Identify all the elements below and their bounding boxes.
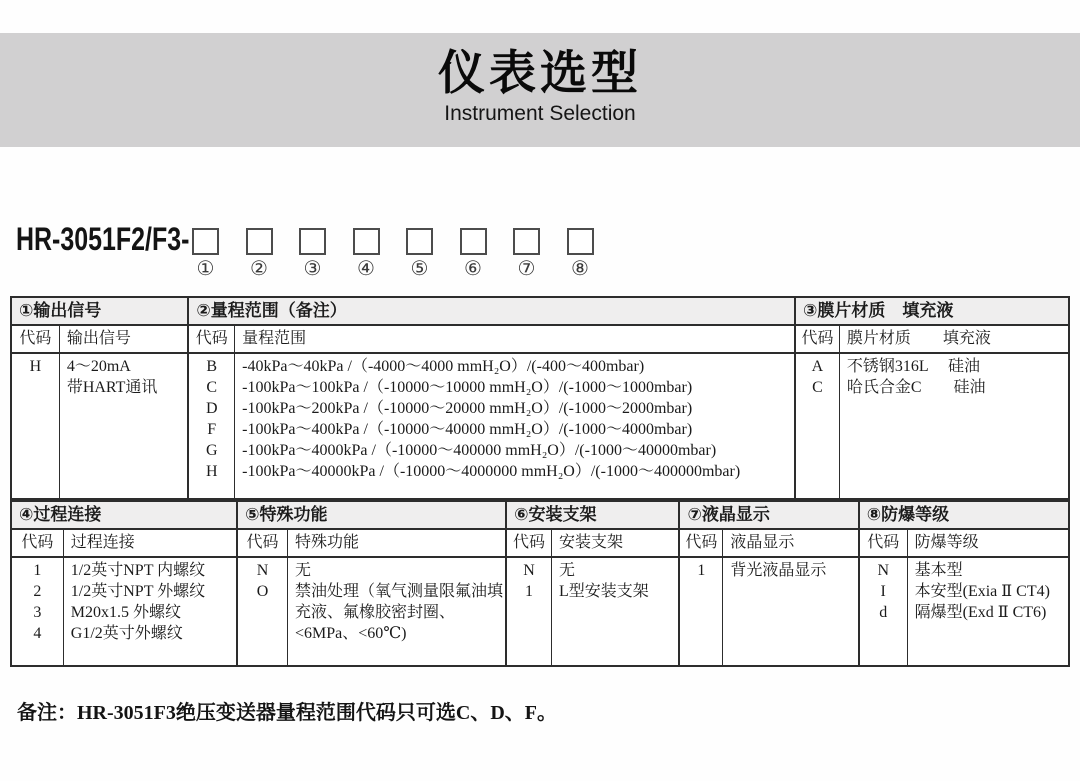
slot-number-8: ⑧	[571, 258, 589, 280]
upper-section-header-row	[12, 298, 1068, 326]
code-box-3	[299, 228, 326, 255]
range-cell: -100kPa～40000kPa /（-10000～4000000 mmH₂O）/(-1000～400000mbar)	[242, 463, 741, 480]
code-cell: 4	[33, 625, 42, 642]
section3-title: ③膜片材质 填充液	[803, 301, 954, 320]
range-code-column	[189, 354, 235, 498]
label-cell: 1/2英寸NPT 外螺纹	[70, 583, 206, 600]
label-cell: 哈氏合金C 硅油	[846, 379, 986, 396]
code-cell: d	[879, 604, 888, 621]
code-cell: N	[256, 562, 269, 579]
explosion-proof-code-column	[860, 558, 908, 665]
label-cell: 带HART通讯	[66, 379, 158, 396]
bracket-column	[552, 558, 681, 665]
slot-number-7: ⑦	[517, 258, 536, 280]
title-banner	[0, 33, 1080, 147]
range-cell: -100kPa～400kPa /（-10000～40000 mmH₂O）/(-1000～4000mbar)	[242, 421, 693, 438]
model-number-prefix: HR-3051F2/F3-	[16, 221, 190, 257]
range-cell: -100kPa～100kPa /（-10000～10000 mmH₂O）/(-1000～1000mbar)	[242, 379, 693, 396]
s2-label-header: 量程范围	[235, 326, 796, 352]
model-slot-5	[406, 228, 433, 280]
lcd-code-column	[680, 558, 723, 665]
lcd-column	[723, 558, 860, 665]
diaphragm-material-column	[840, 354, 1068, 498]
s8-code-header: 代码	[860, 530, 908, 556]
s5-label-header: 特殊功能	[288, 530, 507, 556]
s3-label-header: 膜片材质 填充液	[846, 330, 991, 347]
process-connection-code-column	[12, 558, 64, 665]
code-cell: N	[877, 562, 889, 579]
code-cell: 3	[33, 604, 42, 621]
range-cell: -100kPa～4000kPa /（-10000～400000 mmH₂O）/(-1000～40000mbar)	[242, 442, 717, 459]
label-cell: 1/2英寸NPT 内螺纹	[70, 562, 206, 579]
code-cell: B	[206, 358, 218, 375]
output-signal-column	[60, 354, 190, 498]
code-box-6	[460, 228, 487, 255]
s4-label-header: 过程连接	[64, 530, 238, 556]
label-cell: M20x1.5 外螺纹	[70, 604, 182, 621]
code-box-5	[406, 228, 433, 255]
label-cell: 基本型	[914, 562, 963, 579]
slot-number-3: ③	[303, 258, 322, 280]
model-code-slots	[192, 228, 594, 280]
s7-code-header: 代码	[680, 530, 723, 556]
range-value-column	[235, 354, 796, 498]
slot-number-2: ②	[250, 258, 268, 280]
slot-number-6: ⑥	[464, 258, 482, 280]
diaphragm-code-column	[796, 354, 840, 498]
s6-label-header: 安装支架	[552, 530, 681, 556]
label-cell: 隔爆型(Exd Ⅱ CT6)	[914, 604, 1047, 621]
section1-title: ①输出信号	[12, 298, 189, 324]
upper-table-body	[12, 354, 1068, 498]
s4-code-header: 代码	[12, 530, 64, 556]
s3-code-header: 代码	[796, 326, 840, 352]
range-cell: -100kPa～200kPa /（-10000～20000 mmH₂O）/(-1000～2000mbar)	[242, 400, 693, 417]
code-box-8	[567, 228, 594, 255]
code-cell: N	[523, 562, 535, 579]
label-cell: 本安型(Exia Ⅱ CT4)	[914, 583, 1050, 600]
upper-column-header-row	[12, 326, 1068, 354]
code-cell: H	[29, 358, 42, 375]
code-cell: G	[205, 442, 218, 459]
code-box-2	[246, 228, 273, 255]
s6-code-header: 代码	[507, 530, 552, 556]
code-cell: O	[256, 583, 269, 600]
s1-label-header: 输出信号	[60, 326, 190, 352]
bracket-code-column	[507, 558, 552, 665]
s7-label-header: 液晶显示	[723, 530, 860, 556]
code-cell: 1	[33, 562, 42, 579]
range-cell: -40kPa～40kPa /（-4000～4000 mmH₂O）/(-400～400mbar)	[242, 358, 645, 375]
label-cell: 无	[558, 562, 575, 579]
model-slot-8	[567, 228, 594, 280]
label-cell: 无	[294, 562, 311, 579]
page-subtitle: Instrument Selection	[444, 102, 636, 125]
section4-title: ④过程连接	[12, 502, 238, 528]
explosion-proof-column	[908, 558, 1068, 665]
label-cell: G1/2英寸外螺纹	[70, 625, 183, 642]
slot-number-5: ⑤	[410, 258, 429, 280]
model-slot-2	[246, 228, 273, 280]
code-box-7	[513, 228, 540, 255]
code-cell: A	[811, 358, 824, 375]
label-cell: 4～20mA	[66, 358, 131, 375]
page-title: 仪表选型	[438, 46, 642, 99]
s2-code-header: 代码	[189, 326, 235, 352]
selection-table-lower	[10, 500, 1070, 667]
model-slot-4	[353, 228, 380, 280]
code-cell: 1	[525, 583, 534, 600]
label-cell: 背光液晶显示	[730, 562, 827, 579]
lower-section-header-row	[12, 502, 1068, 530]
lower-table-body	[12, 558, 1068, 665]
section2-title: ②量程范围（备注）	[189, 298, 796, 324]
model-slot-1	[192, 228, 219, 280]
code-cell: C	[812, 379, 823, 396]
special-function-column	[288, 558, 507, 665]
special-function-code-column	[238, 558, 288, 665]
s1-code-header: 代码	[12, 326, 60, 352]
footnote-remark: 备注：HR-3051F3绝压变送器量程范围代码只可选C、D、F。	[17, 702, 557, 724]
model-slot-3	[299, 228, 326, 280]
model-slot-6	[460, 228, 487, 280]
code-box-4	[353, 228, 380, 255]
code-cell: H	[205, 463, 218, 480]
s8-label-header: 防爆等级	[914, 534, 979, 551]
code-cell: C	[206, 379, 218, 396]
section8-title: ⑧防爆等级	[866, 505, 950, 524]
section5-title: ⑤特殊功能	[238, 502, 507, 528]
code-cell: D	[205, 400, 218, 417]
slot-number-4: ④	[357, 258, 375, 280]
selection-table-upper	[10, 296, 1070, 500]
section7-title: ⑦液晶显示	[680, 502, 859, 528]
code-cell: 1	[697, 562, 706, 579]
code-cell: F	[207, 421, 217, 438]
code-cell: I	[880, 583, 886, 600]
output-signal-code-column	[12, 354, 60, 498]
s5-code-header: 代码	[238, 530, 288, 556]
section6-title: ⑥安装支架	[507, 502, 680, 528]
label-cell: 不锈钢316L 硅油	[846, 358, 981, 375]
label-cell: L型安装支架	[558, 583, 649, 600]
code-cell: 2	[33, 583, 42, 600]
code-box-1	[192, 228, 219, 255]
model-slot-7	[513, 228, 540, 280]
label-cell: 禁油处理（氧气测量限氟油填充液、氟橡胶密封圈、<6MPa、<60℃)	[294, 583, 503, 642]
lower-column-header-row	[12, 530, 1068, 558]
process-connection-column	[64, 558, 238, 665]
slot-number-1: ①	[196, 258, 215, 280]
